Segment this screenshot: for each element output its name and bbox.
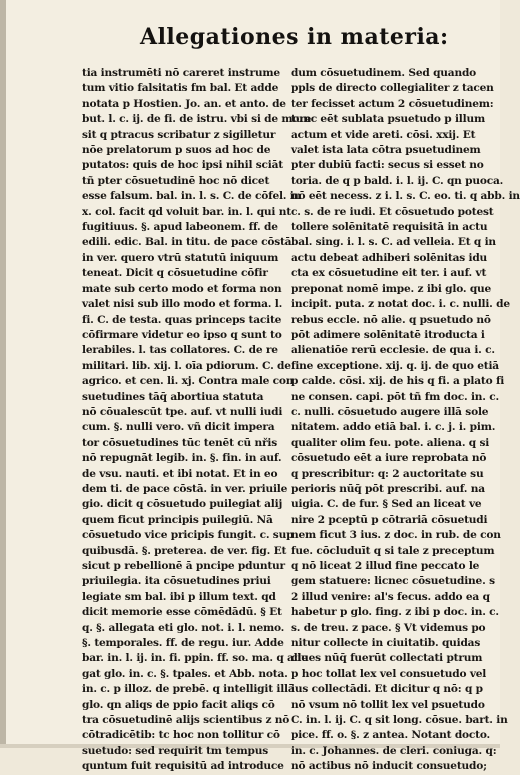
left-column-text-line: priuilegia. ita cōsuetudines priui: [82, 575, 271, 588]
left-column-text-line: tra cōsuetudinē alijs scientibus z nō: [82, 714, 290, 727]
right-column-text-line: uigia. C. de fur. § Sed an liceat ve: [291, 498, 482, 511]
left-column-text-line: sit q ptracus scribatur z sigilletur: [82, 128, 276, 141]
left-column-text-line: cum. §. nulli vero. vñ dicit impera: [82, 421, 275, 434]
page-binding-edge: [0, 0, 6, 748]
left-column-text-line: in ver. quero vtrū statutū iniquum: [82, 251, 279, 264]
left-column-text-line: nō repugnāt legib. in. §. fin. in auf.: [82, 452, 282, 465]
right-column-text-line: q nō liceat 2 illud fine peccato le: [291, 560, 480, 572]
left-column-text-line: in. c. p illoz. de prebē. q intelligit illā: [82, 683, 295, 696]
left-column-text-line: gat glo. in. c. §. tpales. et Abb. nota.: [82, 667, 288, 680]
right-column-text-line: nem ficut 3 ius. z doc. in rub. de con: [291, 529, 501, 542]
left-column-text-line: dicit memorie esse cōmēdādū. § Et: [82, 606, 282, 619]
left-column-text-line: §. temporales. ff. de regu. iur. Adde: [82, 637, 284, 650]
right-column-text-line: c. s. de re iudi. Et cōsuetudo potest: [291, 205, 494, 218]
left-column-text-line: quntum fuit requisitū ad introduce: [82, 760, 284, 773]
left-column-text-line: teneat. Dicit q cōsuetudine cōfir: [82, 267, 268, 280]
right-column-text-line: q prescribitur: q: 2 auctoritate su: [291, 467, 484, 480]
left-column-text-line: suetudines tāq̄ abortiua statuta: [82, 390, 264, 403]
right-column-text-line: dum cōsuetudinem. Sed quando: [291, 67, 477, 79]
right-column-text-line: ppls de directo collegialiter z tacen: [291, 82, 494, 95]
left-column-text-line: tñ pter cōsuetudinē hoc nō dicet: [82, 174, 270, 187]
left-column-text-line: valet nisi sub illo modo et forma. l.: [82, 298, 283, 311]
right-column-text-line: nitatem. addo etiā bal. i. c. j. i. pim.: [291, 421, 496, 434]
left-column-text-line: gio. dicit q cōsuetudo puilegiat alij: [82, 498, 283, 511]
right-column-text-line: in. c. Johannes. de cleri. coniuga. q:: [291, 744, 497, 757]
right-column-text-line: nire 2 pceptū p cōtrariā cōsuetudi: [291, 513, 488, 526]
left-column-text-line: bar. in. l. ij. in. fi. ppin. ff. so. ma. q alle: [82, 652, 308, 665]
left-column-text-line: q. §. allegata eti glo. not. i. l. nemo.: [82, 621, 285, 634]
left-column-text-line: x. col. facit qd voluit bar. in. l. qui nt: [82, 205, 291, 218]
right-column-text-line: pice. ff. o. §. z antea. Notant docto.: [291, 729, 491, 742]
right-column-text-line: qualiter olim feu. pote. aliena. q si: [291, 436, 490, 449]
right-column-text-line: actum et vide areti. cōsi. xxij. Et: [291, 128, 476, 141]
right-column-text-line: bal. sing. i. l. s. C. ad velleia. Et q in: [291, 236, 496, 249]
left-column-text-line: cōtradicētib: tc hoc non tollitur cō: [82, 729, 280, 742]
right-column-text-line: valet ista lata cōtra psuetudinem: [291, 144, 481, 157]
left-column-text-line: sicut p rebellionē ā pncipe pduntur: [82, 560, 285, 572]
right-column-text-line: p hoc tollat lex vel consuetudo vel: [291, 667, 487, 680]
right-column-text-line: nō actibus nō inducit consuetudo;: [291, 760, 487, 773]
right-column-text-line: tunc eēt sublata psuetudo p illum: [291, 113, 485, 126]
right-column-text-line: pōt adimere solēnitatē itroducta i: [291, 328, 485, 341]
right-text-column: [291, 66, 520, 775]
right-column-text-line: gem statuere: licnec cōsuetudine. s: [291, 575, 495, 588]
left-column-text-line: tum vitio falsitatis fm bal. Et adde: [82, 82, 279, 95]
left-column-text-line: fugitiuus. §. apud labeonem. ff. de: [82, 221, 278, 234]
left-column-text-line: tor cōsuetudines tūc tenēt cū nřis: [82, 436, 277, 449]
left-column-text-line: nō cōualescūt tpe. auf. vt nulli iudi: [82, 405, 283, 418]
right-column-text-line: alienatiōe rerū ecclesie. de qua i. c.: [291, 344, 495, 357]
left-column-text-line: suetudo: sed requirit tm tempus: [82, 744, 269, 757]
left-column-text-line: but. l. c. ij. de fi. de istru. vbi si de more: [82, 113, 312, 126]
left-column-text-line: cōfirmare videtur eo ipso q sunt to: [82, 328, 282, 341]
right-column-text-line: nō vsum nō tollit lex vel psuetudo: [291, 698, 485, 711]
left-column-text-line: lerabiles. l. tas collatores. C. de re: [82, 344, 278, 357]
right-column-text-line: p calde. cōsi. xij. de his q fi. a plato fi: [291, 375, 505, 388]
right-column-text-line: actu debeat adhiberi solēnitas idu: [291, 251, 488, 264]
right-column-text-line: habetur p glo. fing. z ibi p doc. in. c.: [291, 606, 499, 619]
left-column-text-line: putatos: quis de hoc ipsi nihil sciāt: [82, 159, 283, 172]
left-column-text-line: dem ti. de pace cōstā. in ver. priuile: [82, 482, 288, 495]
left-column-text-line: glo. qn aliqs de ppio facit aliqs cō: [82, 698, 275, 711]
left-column-text-line: edili. edic. Bal. in titu. de pace cōstā.: [82, 236, 295, 249]
right-column-text-line: c. nulli. cōsuetudo augere illā sole: [291, 405, 489, 418]
left-column-text-line: cōsuetudo vice pricipis fungit. c. sup: [82, 529, 294, 542]
left-column-text-line: esse falsum. bal. in. l. s. C. de cōfel. in: [82, 190, 302, 203]
right-column-text-line: fue. cōcluduīt q si tale z preceptum: [291, 544, 495, 557]
right-column-text-line: 2 illud venire: al's fecus. addo ea q: [291, 590, 490, 603]
left-column-text-line: legiate sm bal. ibi p illum text. qd: [82, 590, 276, 603]
right-column-text-line: s. de treu. z pace. § Vt videmus po: [291, 621, 486, 634]
left-column-text-line: fi. C. de testa. quas princeps tacite: [82, 313, 282, 326]
right-column-text-line: fine exceptione. xij. q. ij. de quo etiā: [291, 359, 499, 372]
right-column-text-line: perioris nūq̄ pōt prescribi. auf. na: [291, 482, 485, 495]
left-column-text-line: quibusdā. §. preterea. de ver. fig. Et: [82, 544, 287, 557]
right-column-text-line: toria. de q p bald. i. l. ij. C. qn puoca.: [291, 174, 504, 187]
right-column-text-line: tollere solēnitatē requisitā in actu: [291, 221, 488, 234]
right-column-text-line: ius collectādi. Et dicitur q nō: q p: [291, 683, 483, 696]
left-text-column: [82, 66, 312, 775]
left-column-text-line: notata p Hostien. Jo. an. et anto. de: [82, 97, 286, 110]
left-column-text-line: de vsu. nauti. et ibi notat. Et in eo: [82, 467, 278, 480]
right-column-text-line: ciues nūq̄ fuerūt collectati ptrum: [291, 652, 483, 665]
right-column-text-line: pter dubiū facti: secus si esset no: [291, 159, 484, 172]
right-column-text-line: nō eēt necess. z i. l. s. C. eo. ti. q abb. in: [291, 190, 520, 203]
left-column-text-line: agrico. et cen. li. xj. Contra male con: [82, 375, 294, 388]
right-column-text-line: preponat nomē impe. z ibi glo. que: [291, 282, 492, 295]
right-column-text-line: cōsuetudo eēt a iure reprobata nō: [291, 452, 487, 465]
right-column-text-line: nitur collecte in ciuitatib. quidas: [291, 637, 481, 650]
right-column-text-line: ne consen. capi. pōt tñ fm doc. in. c.: [291, 390, 499, 403]
left-column-text-line: nōe prelatorum p suos ad hoc de: [82, 144, 271, 157]
right-column-text-line: rebus eccle. nō alie. q psuetudo nō: [291, 313, 491, 326]
left-column-text-line: militari. lib. xij. l. oīa pdiorum. C. de: [82, 359, 291, 372]
right-column-text-line: cta ex cōsuetudine eit ter. i auf. vt: [291, 267, 487, 280]
right-column-text-line: ter fecisset actum 2 cōsuetudinem:: [291, 97, 494, 110]
page-title: Allegationes in materia:: [140, 24, 449, 50]
left-column-text-line: mate sub certo modo et forma non: [82, 282, 282, 295]
left-column-text-line: tia instrumēti nō careret instrume: [82, 67, 280, 79]
right-column-text-line: C. in. l. ij. C. q sit long. cōsue. bart. in: [291, 714, 508, 727]
left-column-text-line: quem ficut principis puilegiū. Nā: [82, 513, 273, 526]
right-column-text-line: incipit. puta. z notat doc. i. c. nulli. de: [291, 298, 510, 311]
